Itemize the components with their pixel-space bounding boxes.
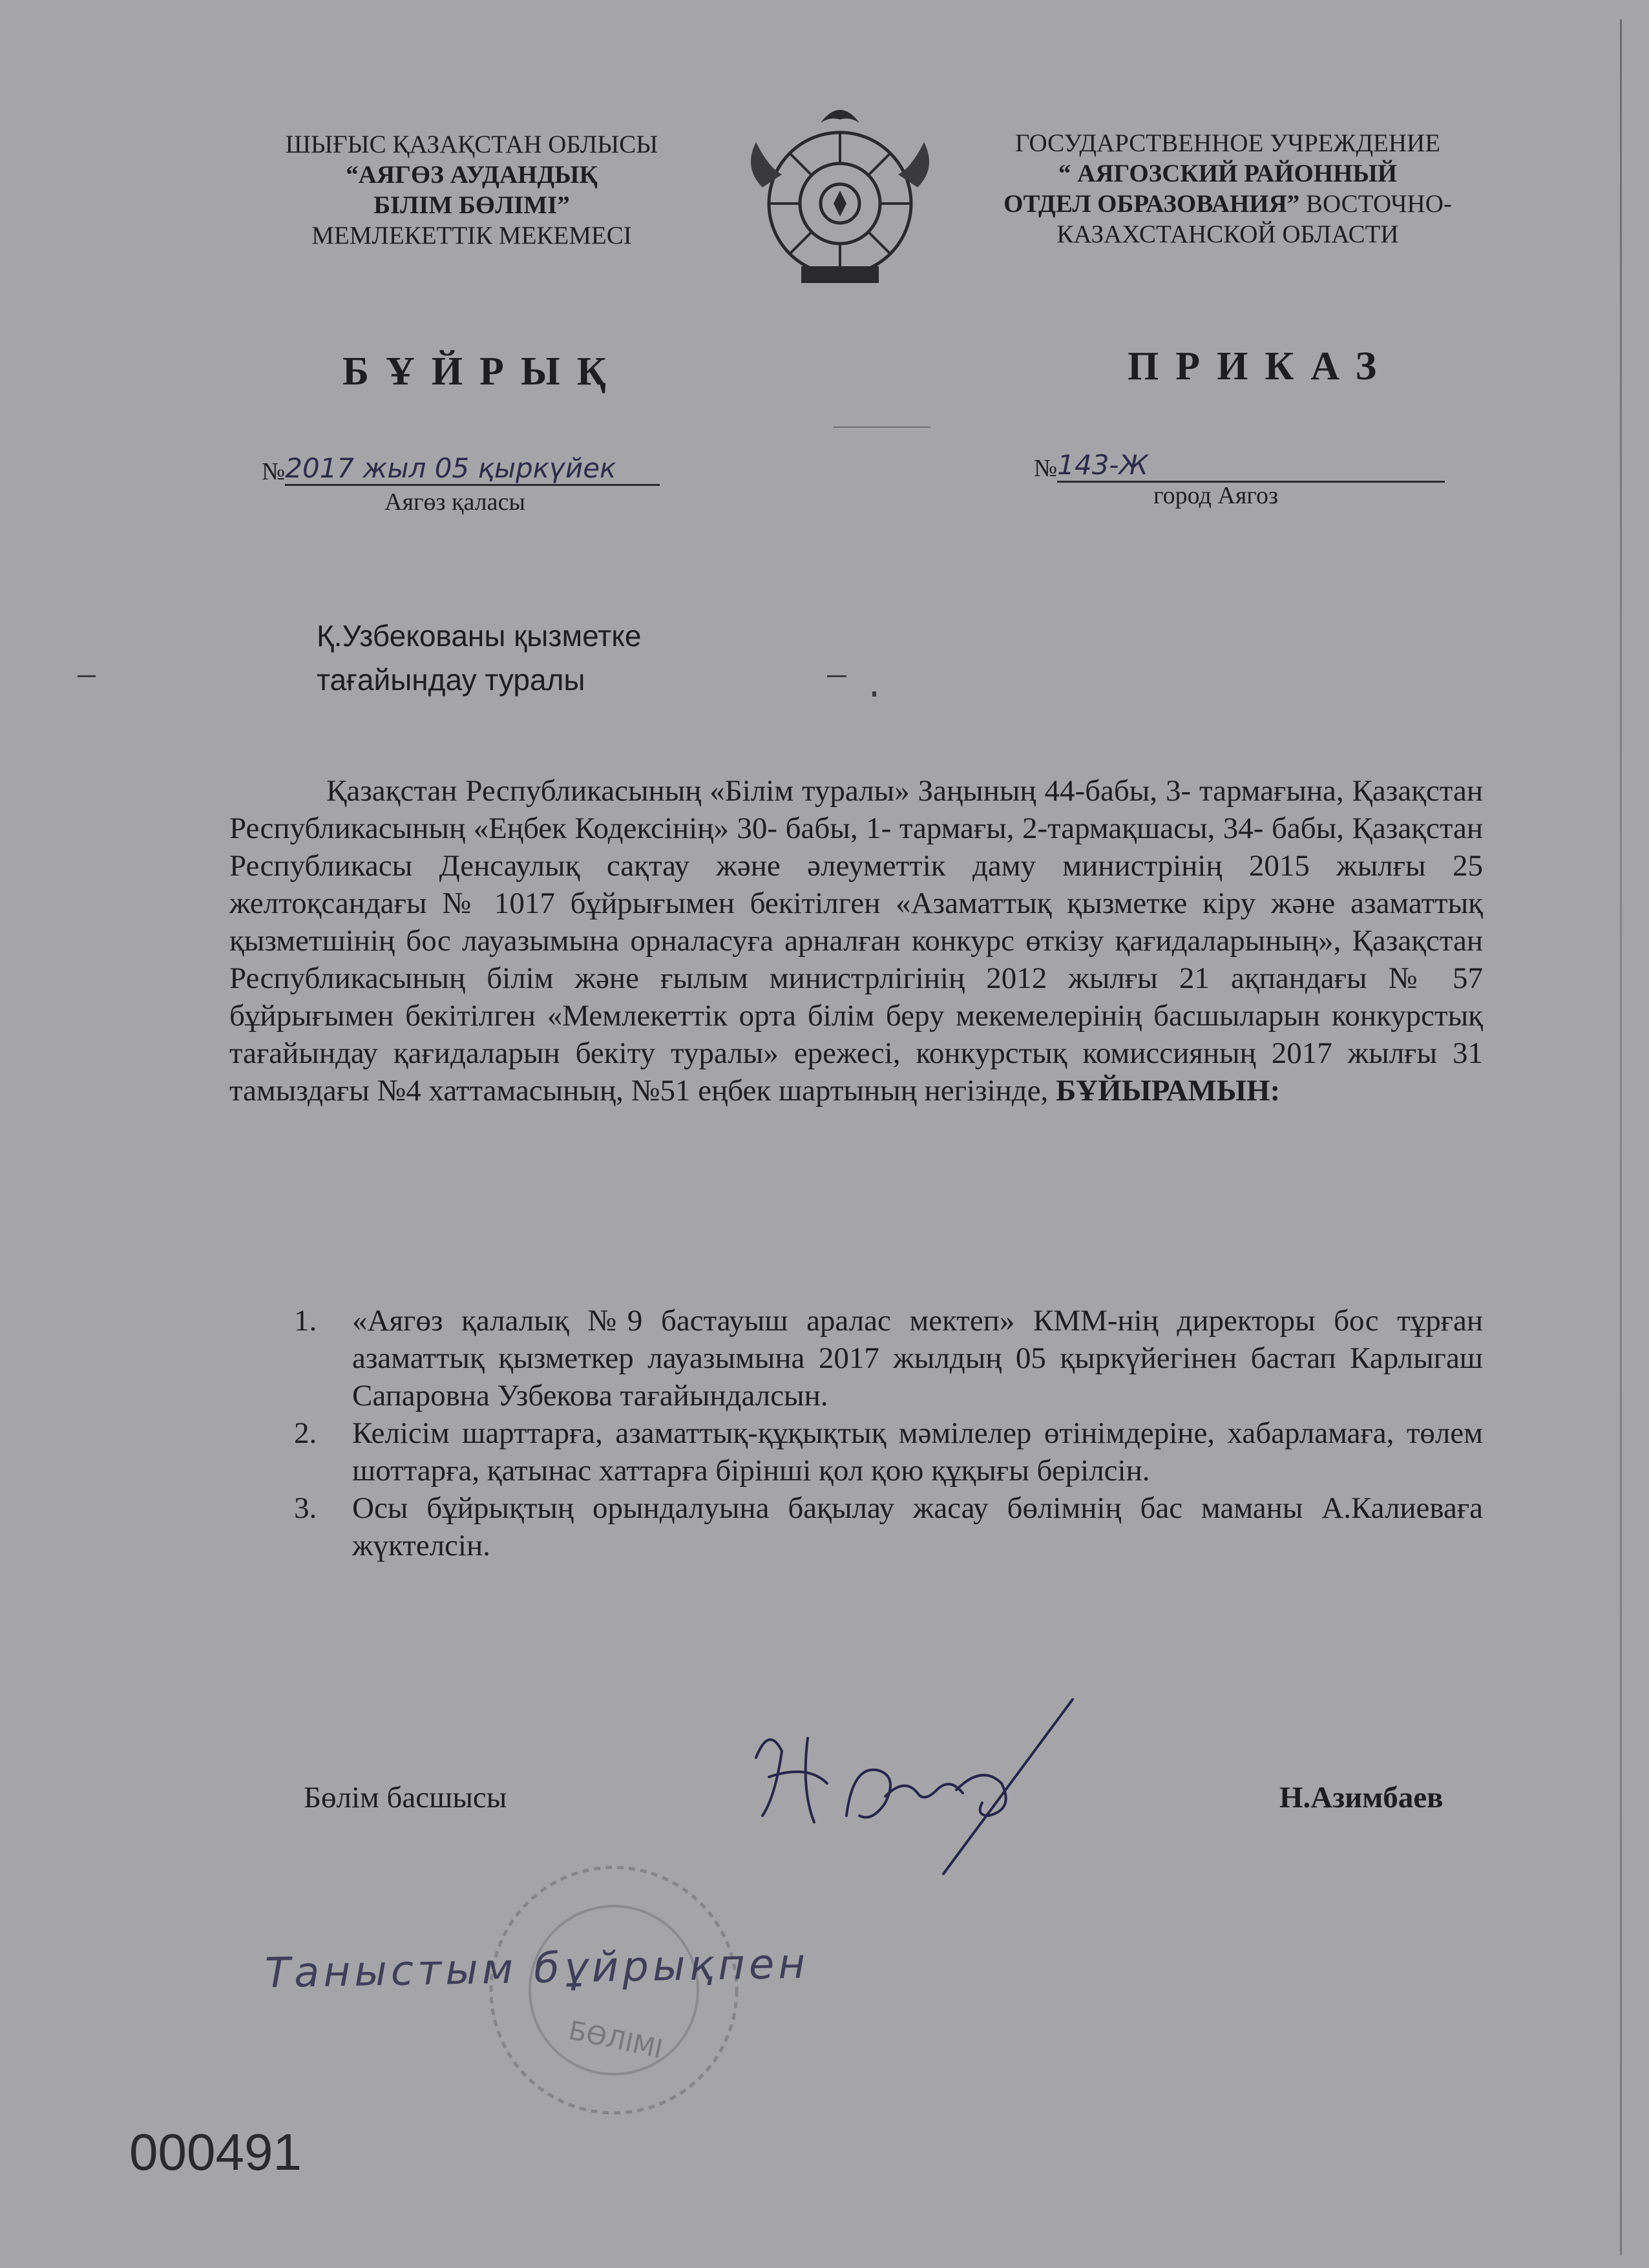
order-number-ru	[1034, 449, 1445, 483]
order-subject	[317, 614, 641, 702]
title-ru: ПРИКАЗ	[1128, 344, 1394, 388]
header-right-line2: “ АЯГОЗСКИЙ РАЙОННЫЙ	[1058, 160, 1398, 187]
handwritten-date-kz: 2017 жыл 05 қыркүйек	[285, 452, 660, 486]
signature-label: Бөлім басшысы	[304, 1781, 507, 1814]
subject-line2: тағайындау туралы	[317, 663, 585, 697]
signatory-name: Н.Азимбаев	[1279, 1781, 1444, 1814]
scan-mark	[834, 426, 930, 428]
item-text: Осы бұйрықтың орындалуына бақылау жасау бөлімнің бас маманы А.Калиеваға жүктелсін.	[352, 1491, 1483, 1562]
header-right-line3-rest: ВОСТОЧНО-	[1299, 190, 1452, 218]
list-item	[294, 1489, 1483, 1564]
header-right	[982, 128, 1473, 249]
state-emblem-icon	[737, 97, 943, 291]
document-number: 000491	[129, 2123, 302, 2181]
city-kz: Аягөз қаласы	[384, 488, 525, 516]
city-ru: город Аягоз	[1153, 482, 1278, 509]
stamp-text: БӨЛІМІ	[565, 2015, 666, 2065]
handwritten-number-ru: 143-Ж	[1057, 449, 1445, 483]
subject-line1: Қ.Узбекованы қызметке	[317, 619, 642, 653]
header-left	[246, 129, 698, 251]
item-text: Келісім шарттарға, азаматтық-құқықтық мәмілелер өтінімдеріне, хабарламаға, төлем шоттарға, қатынас хаттарға бірінші қол қою құқығы берілсін.	[352, 1416, 1483, 1487]
header-left-line4: МЕМЛЕКЕТТІК МЕКЕМЕСІ	[311, 222, 632, 249]
handwritten-signature	[730, 1686, 1092, 1880]
header-left-line3: БІЛІМ БӨЛІМІ”	[373, 191, 570, 219]
handwritten-note: Таныстым бұйрықпен	[264, 1940, 810, 1998]
scan-mark	[827, 675, 846, 677]
header-right-line1: ГОСУДАРСТВЕННОЕ УЧРЕЖДЕНИЕ	[1014, 129, 1441, 157]
order-body	[229, 772, 1483, 1109]
item-number: 1.	[294, 1304, 317, 1338]
item-number: 2.	[294, 1416, 317, 1450]
body-paragraph: Қазақстан Республикасының «Білім туралы» Заңының 44-бабы, 3- тармағына, Қазақстан Республикасының «Еңбек Кодексінің» 30- бабы, 1- тармағы, 2-тармақшасы, 34- бабы, Қазақстан Республикасы Денсаулық сақтау және әлеуметтік даму министрінің 2015 жылғы 25 желтоқсандағы № 1017 бұйрығымен бекітілген «Азаматтық қызметке кіру және азаматтық қызметшінің бос лауазымына орналасуға арналған конкурс өткізу қағидаларының», Қазақстан Республикасының білім және ғылым министрлігінің 2012 жылғы 21 ақпандағы № 57 бұйрығымен бекітілген «Мемлекеттік орта білім беру мекемелерінің басшыларын конкурстық тағайындау қағидаларын бекіту туралы» ережесі, конкурстық комиссияның 2017 жылғы 31 тамыздағы №4 хаттамасының, №51 еңбек шартының негізінде,	[229, 774, 1483, 1108]
header-left-line1: ШЫҒЫС ҚАЗАҚСТАН ОБЛЫСЫ	[285, 131, 658, 158]
list-item	[294, 1302, 1483, 1414]
header-right-line3-bold: ОТДЕЛ ОБРАЗОВАНИЯ”	[1003, 190, 1300, 218]
scan-mark	[872, 691, 876, 697]
scan-mark	[78, 675, 96, 677]
scan-edge	[1620, 19, 1622, 2255]
number-prefix-kz: №	[262, 458, 286, 485]
item-text: «Аягөз қалалық №9 бастауыш аралас мектеп» КММ-нің директоры бос тұрған азаматтық қызметкер лауазымына 2017 жылдың 05 қыркүйегінен бастап Карлыгаш Сапаровна Узбекова тағайындалсын.	[352, 1304, 1483, 1412]
header-left-line2: “АЯГӨЗ АУДАНДЫҚ	[346, 161, 598, 189]
list-item	[294, 1414, 1483, 1489]
order-items	[294, 1302, 1483, 1564]
title-kz: БҰЙРЫҚ	[342, 350, 623, 394]
item-number: 3.	[294, 1491, 317, 1525]
order-number-kz	[262, 452, 660, 486]
order-word: БҰЙЫРАМЫН:	[1056, 1074, 1281, 1108]
number-prefix-ru: №	[1034, 455, 1058, 482]
header-right-line4: КАЗАХСТАНСКОЙ ОБЛАСТИ	[1056, 220, 1399, 248]
